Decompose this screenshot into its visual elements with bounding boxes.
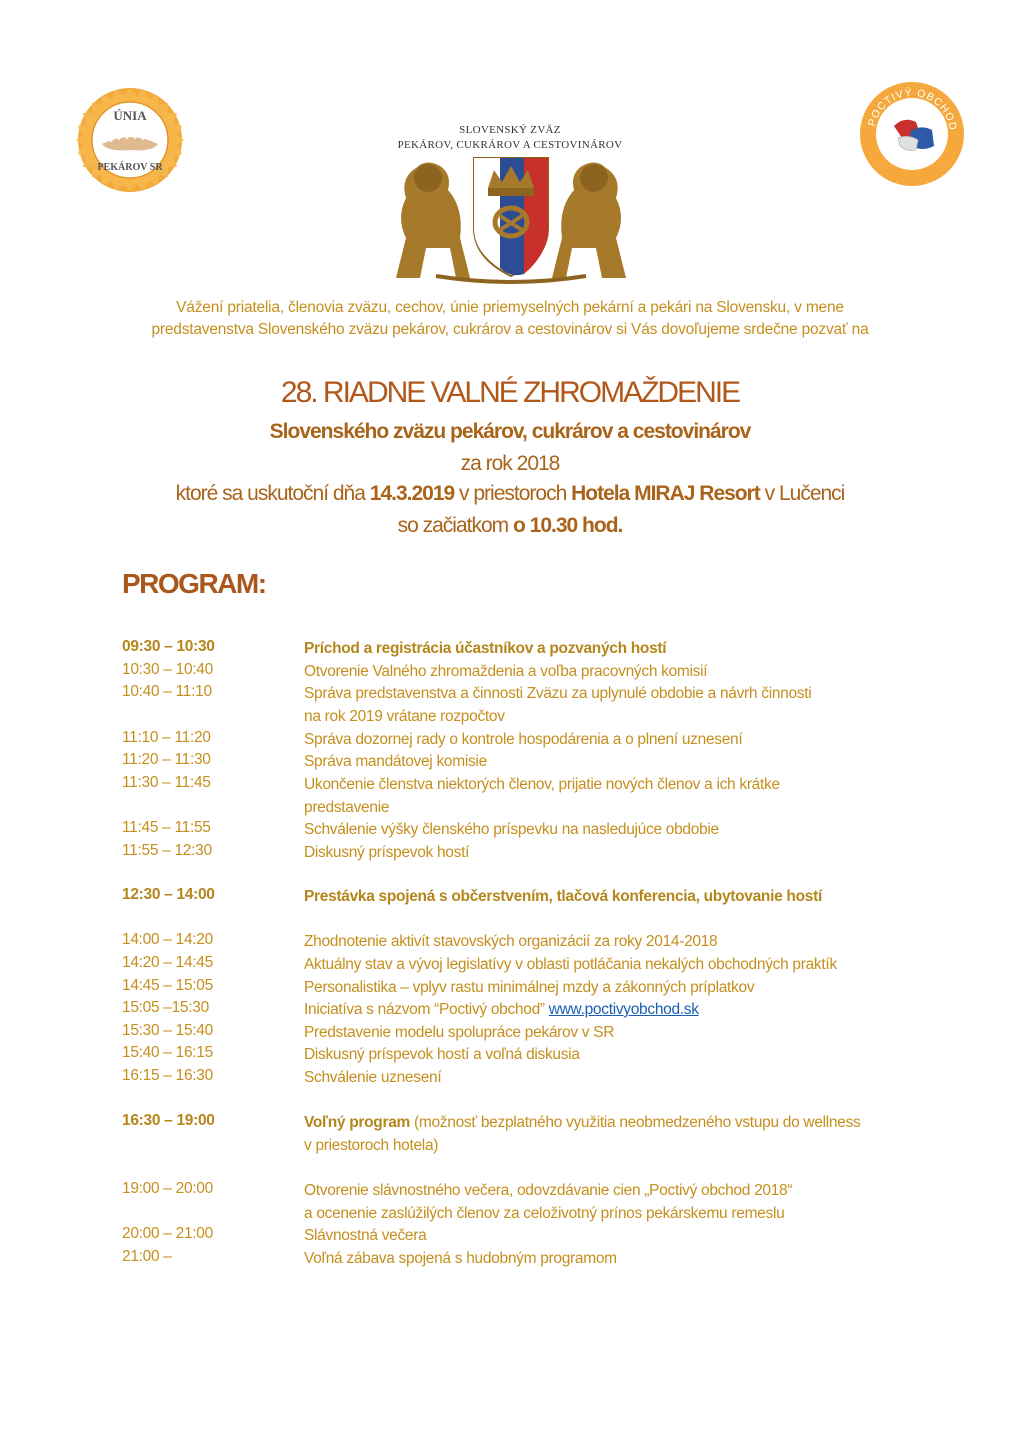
program-text: Personalistika – vplyv rastu minimálnej mzdy a zákonných príplatkov <box>304 979 755 996</box>
svg-text:POCTIVÝ OBCHOD: POCTIVÝ OBCHOD <box>865 86 959 132</box>
program-time: 19:00 – 20:00 <box>122 1180 213 1197</box>
program-text: Voľný program <box>304 1114 410 1131</box>
program-text-extra: (možnosť bezplatného využitia neobmedzeného vstupu do wellness <box>410 1114 861 1131</box>
svg-text:PEKÁROV SR: PEKÁROV SR <box>97 162 163 173</box>
poctivy-obchod-link[interactable]: www.poctivyobchod.sk <box>548 1001 699 1018</box>
program-text: Správa predstavenstva a činnosti Zväzu za uplynulé obdobie a návrh činnosti <box>304 685 812 702</box>
start-prefix: so začiatkom <box>397 514 513 537</box>
event-year: za rok 2018 <box>460 452 560 475</box>
event-venue: Hotela MIRAJ Resort <box>571 482 760 505</box>
program-time: 10:30 – 10:40 <box>122 661 213 678</box>
program-time: 14:00 – 14:20 <box>122 931 213 948</box>
when-prefix: ktoré sa uskutoční dňa <box>175 482 370 505</box>
program-text: Otvorenie Valného zhromaždenia a voľba pracovných komisií <box>304 663 708 680</box>
event-title: 28. RIADNE VALNÉ ZHROMAŽDENIE <box>280 376 740 409</box>
program-text: Iniciatíva s názvom “Poctivý obchod” <box>304 1001 549 1018</box>
program-text: Voľná zábava spojená s hudobným programom <box>304 1250 617 1267</box>
program-time: 15:30 – 15:40 <box>122 1022 213 1039</box>
svg-text:ÚNIA: ÚNIA <box>113 108 147 123</box>
program-text: Príchod a registrácia účastníkov a pozvaných hostí <box>304 640 667 657</box>
event-subtitle: Slovenského zväzu pekárov, cukrárov a cestovinárov <box>269 420 751 443</box>
program-time: 16:15 – 16:30 <box>122 1067 213 1084</box>
program-text: Zhodnotenie aktivít stavovských organizácií za roky 2014-2018 <box>304 933 718 950</box>
program-text: Aktuálny stav a vývoj legislatívy v oblasti potláčania nekalých obchodných praktík <box>304 956 837 973</box>
program-text: Schválenie uznesení <box>304 1069 442 1086</box>
program-text-cont: predstavenie <box>304 798 390 816</box>
program-time: 09:30 – 10:30 <box>122 638 215 655</box>
program-text-cont: v priestoroch hotela) <box>304 1136 439 1154</box>
where-prefix: v priestoroch <box>454 482 572 505</box>
program-text: Správa mandátovej komisie <box>304 753 487 770</box>
program-time: 10:40 – 11:10 <box>122 683 212 700</box>
program-time: 14:45 – 15:05 <box>122 977 213 994</box>
program-text: Prestávka spojená s občerstvením, tlačová konferencia, ubytovanie hostí <box>304 888 822 905</box>
union-crest-icon <box>376 118 646 288</box>
program-time: 12:30 – 14:00 <box>122 886 215 903</box>
program-text: Diskusný príspevok hostí <box>304 844 470 861</box>
program-heading: PROGRAM: <box>122 568 266 599</box>
event-date: 14.3.2019 <box>369 482 455 505</box>
program-time: 15:40 – 16:15 <box>122 1044 213 1061</box>
start-time: o 10.30 hod. <box>513 514 623 537</box>
program-time: 20:00 – 21:00 <box>122 1225 213 1242</box>
program-time: 21:00 – <box>122 1248 172 1265</box>
program-text: Diskusný príspevok hostí a voľná diskusia <box>304 1046 580 1063</box>
program-text: Ukončenie členstva niektorých členov, prijatie nových členov a ich krátke <box>304 776 780 793</box>
program-text: Správa dozornej rady o kontrole hospodárenia a o plnení uznesení <box>304 731 743 748</box>
event-city: v Lučenci <box>759 482 845 505</box>
poctivy-obchod-logo <box>858 80 966 188</box>
program-text: Schválenie výšky členského príspevku na nasledujúce obdobie <box>304 821 719 838</box>
unia-pekarov-logo <box>76 86 184 194</box>
intro-line-2: predstavenstva Slovenského zväzu pekárov, cukrárov a cestovinárov si Vás dovoľujeme srdečne pozvať na <box>151 321 869 338</box>
program-time: 11:30 – 11:45 <box>122 774 211 791</box>
program-text: Predstavenie modelu spolupráce pekárov v SR <box>304 1024 615 1041</box>
program-text-cont: a ocenenie zaslúžilých členov za celoživotný prínos pekárskemu remeslu <box>304 1204 785 1222</box>
program-text: Otvorenie slávnostného večera, odovzdávanie cien „Poctivý obchod 2018“ <box>304 1182 793 1199</box>
program-time: 11:55 – 12:30 <box>122 842 212 859</box>
program-text-cont: na rok 2019 vrátane rozpočtov <box>304 707 505 725</box>
org-name-line-1: SLOVENSKÝ ZVÄZ <box>459 124 561 136</box>
program-time: 16:30 – 19:00 <box>122 1112 215 1129</box>
program-time: 15:05 –15:30 <box>122 999 209 1016</box>
program-time: 11:20 – 11:30 <box>122 751 211 768</box>
event-when-line <box>0 482 1020 506</box>
program-time: 11:45 – 11:55 <box>122 819 211 836</box>
intro-line-1: Vážení priatelia, členovia zväzu, cechov, únie priemyselných pekární a pekári na Slovensku, v mene <box>176 299 844 316</box>
event-start-line <box>0 514 1020 538</box>
org-name-line-2: PEKÁROV, CUKRÁROV A CESTOVINÁROV <box>397 139 623 151</box>
program-time: 11:10 – 11:20 <box>122 729 211 746</box>
program-text: Slávnostná večera <box>304 1227 427 1244</box>
program-time: 14:20 – 14:45 <box>122 954 213 971</box>
